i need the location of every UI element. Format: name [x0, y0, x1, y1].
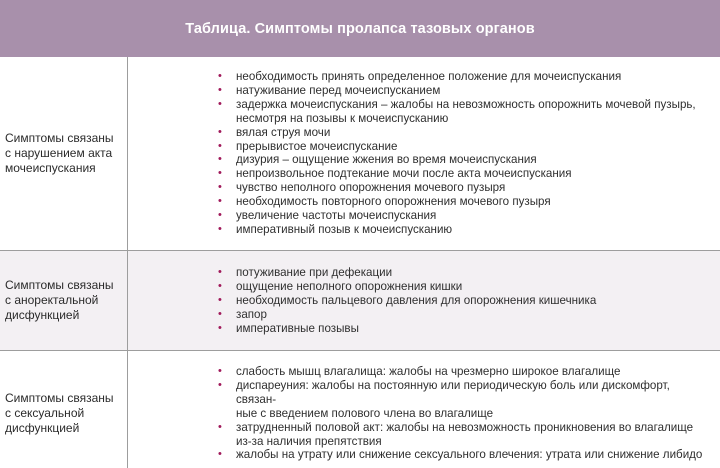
- symptom-item: [129, 84, 712, 98]
- symptom-text: потуживание при дефекации: [236, 266, 393, 279]
- symptom-item: [129, 98, 712, 126]
- symptom-text: затрудненный половой акт: жалобы на невозможность проникновения во влагалище: [236, 420, 694, 434]
- symptom-text: натуживание перед мочеиспусканием: [236, 83, 441, 97]
- row-label-line: дисфункцией: [5, 308, 80, 322]
- row-label-line: Симптомы связаны: [5, 131, 114, 145]
- symptom-text: вялая струя мочи: [236, 125, 331, 139]
- symptom-item: [129, 181, 712, 195]
- symptom-item: [129, 126, 712, 140]
- symptom-item: [129, 223, 712, 237]
- bullet-icon: •: [218, 448, 222, 461]
- row-label-line: с аноректальной: [5, 293, 99, 307]
- table-row-anorectal: [0, 251, 720, 351]
- symptom-text: дизурия – ощущение жжения во время мочеиспускания: [236, 153, 537, 167]
- symptom-text: увеличение частоты мочеиспускания: [236, 209, 437, 223]
- symptom-text: непроизвольное подтекание мочи после акта мочеиспускания: [236, 167, 572, 181]
- symptom-item: [129, 209, 712, 223]
- row-items-cell: [129, 351, 720, 468]
- table-header: [0, 0, 720, 57]
- bullet-icon: •: [218, 378, 222, 391]
- bullet-icon: •: [218, 293, 222, 306]
- row-label-line: с нарушением акта: [5, 146, 113, 160]
- symptom-item: [129, 280, 712, 294]
- bullet-icon: •: [218, 279, 222, 292]
- symptom-text: императивные позывы: [236, 321, 359, 335]
- bullet-icon: •: [218, 195, 222, 208]
- bullet-icon: •: [218, 181, 222, 194]
- symptom-text: задержка мочеиспускания – жалобы на невозможность опорожнить мочевой пузырь,: [236, 97, 696, 111]
- row-label-cell: [0, 351, 128, 468]
- bullet-icon: •: [218, 125, 222, 138]
- row-label: [0, 278, 114, 323]
- table-title: Таблица. Симптомы пролапса тазовых органов: [185, 20, 535, 37]
- symptom-item: [129, 167, 712, 181]
- row-label-line: Симптомы связаны: [5, 391, 114, 405]
- symptom-text: чувство неполного опорожнения мочевого пузыря: [236, 181, 506, 195]
- symptom-item: [129, 294, 712, 308]
- symptom-text: из-за наличия препятствия: [236, 434, 382, 448]
- bullet-icon: •: [218, 222, 222, 235]
- bullet-icon: •: [218, 167, 222, 180]
- row-label-cell: [0, 251, 128, 350]
- row-label-line: с сексуальной: [5, 406, 85, 420]
- symptom-text: жалобы на утрату или снижение сексуального влечения: утрата или снижение либидо: [236, 448, 703, 462]
- symptom-item: [129, 308, 712, 322]
- symptom-item: [129, 140, 712, 154]
- row-label-cell: [0, 57, 128, 250]
- row-label-line: Симптомы связаны: [5, 278, 114, 292]
- symptom-item: [129, 322, 712, 336]
- bullet-icon: •: [218, 97, 222, 110]
- symptom-list: [129, 365, 712, 462]
- bullet-icon: •: [218, 365, 222, 377]
- row-label-line: мочеиспускания: [5, 161, 96, 175]
- symptom-item: [129, 195, 712, 209]
- bullet-icon: •: [218, 266, 222, 278]
- symptom-text: необходимость принять определенное положение для мочеиспускания: [236, 70, 622, 83]
- symptom-item: [129, 379, 712, 421]
- row-items-cell: [129, 57, 720, 250]
- bullet-icon: •: [218, 321, 222, 334]
- symptom-text: ощущение неполного опорожнения кишки: [236, 279, 463, 293]
- symptom-item: [129, 365, 712, 379]
- bullet-icon: •: [218, 139, 222, 152]
- symptom-text: необходимость повторного опорожнения мочевого пузыря: [236, 195, 551, 209]
- row-label: [0, 391, 114, 436]
- symptom-text: слабость мышц влагалища: жалобы на чрезмерно широкое влагалище: [236, 365, 621, 378]
- bullet-icon: •: [218, 70, 222, 82]
- bullet-icon: •: [218, 83, 222, 96]
- bullet-icon: •: [218, 209, 222, 222]
- row-label: [0, 131, 114, 176]
- symptom-text: императивный позыв к мочеиспусканию: [236, 222, 453, 236]
- symptom-list: [129, 70, 712, 237]
- symptom-item: [129, 421, 712, 449]
- symptom-item: [129, 448, 712, 462]
- symptom-text: диспареуния: жалобы на постоянную или периодическую боль или дискомфорт, связан-: [236, 378, 670, 406]
- symptom-item: [129, 70, 712, 84]
- bullet-icon: •: [218, 420, 222, 433]
- symptom-item: [129, 266, 712, 280]
- bullet-icon: •: [218, 153, 222, 166]
- row-label-line: дисфункцией: [5, 421, 80, 435]
- bullet-icon: •: [218, 307, 222, 320]
- symptom-list: [129, 266, 712, 336]
- symptom-text: прерывистое мочеиспускание: [236, 139, 398, 153]
- table-row-sexual: [0, 351, 720, 468]
- row-items-cell: [129, 251, 720, 350]
- symptom-text: запор: [236, 307, 267, 321]
- symptom-text: несмотря на позывы к мочеиспусканию: [236, 111, 449, 125]
- symptom-text: ные с введением полового члена во влагалище: [236, 406, 494, 420]
- table-row-urination: [0, 57, 720, 251]
- symptom-item: [129, 153, 712, 167]
- symptom-text: необходимость пальцевого давления для опорожнения кишечника: [236, 293, 597, 307]
